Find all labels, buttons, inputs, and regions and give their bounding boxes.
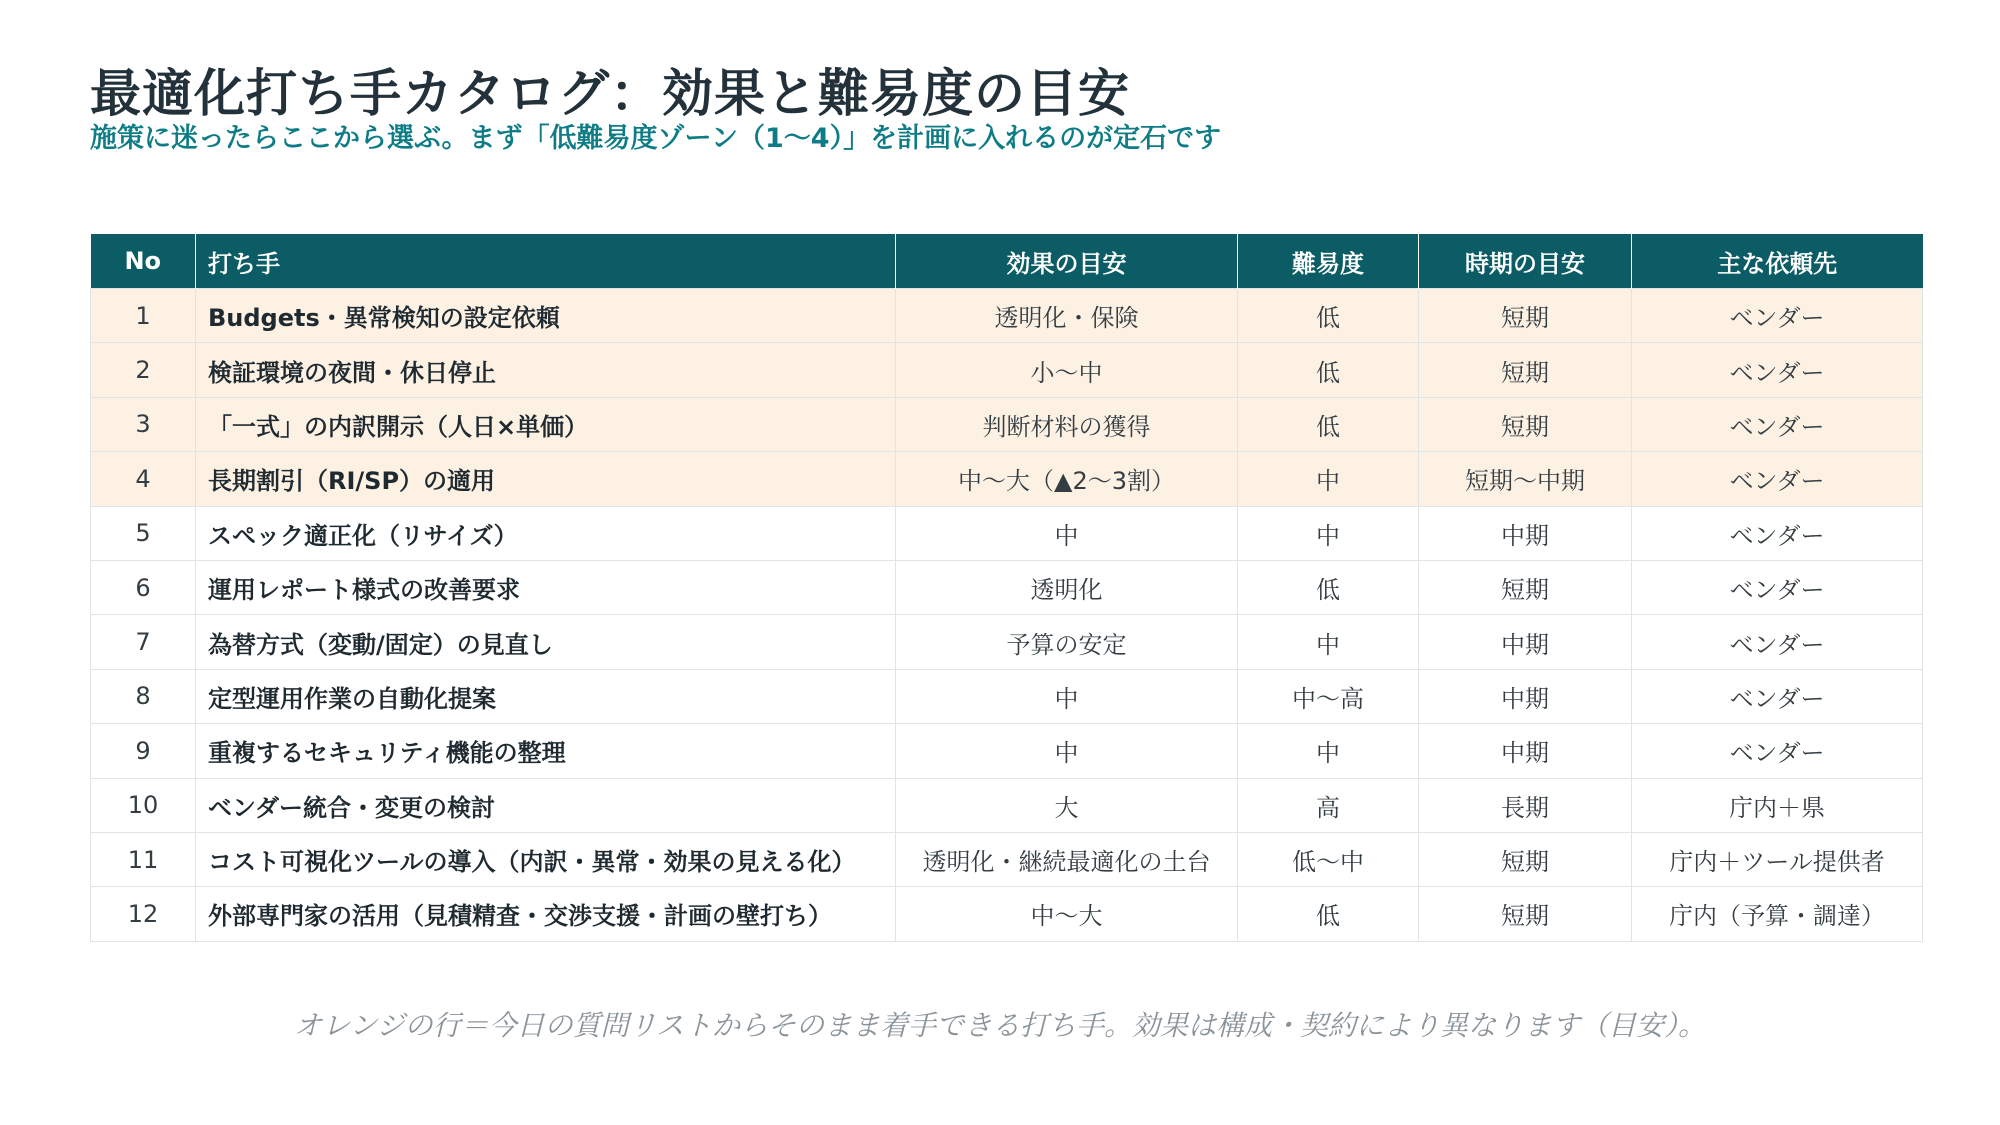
cell-period: 長期 [1419, 778, 1632, 832]
cell-vendor: ベンダー [1632, 343, 1923, 397]
cell-effect: 中 [896, 724, 1238, 778]
cell-period: 中期 [1419, 506, 1632, 560]
cell-vendor: ベンダー [1632, 560, 1923, 614]
cell-difficulty: 低 [1238, 397, 1419, 451]
cell-effect: 透明化 [896, 560, 1238, 614]
header-vendor: 主な依頼先 [1632, 234, 1923, 289]
cell-effect: 中〜大（▲2〜3割） [896, 452, 1238, 506]
cell-measure: 為替方式（変動/固定）の見直し [196, 615, 896, 669]
cell-vendor: 庁内＋ツール提供者 [1632, 832, 1923, 886]
cell-vendor: ベンダー [1632, 724, 1923, 778]
table-row [91, 289, 1923, 343]
cell-measure: Budgets・異常検知の設定依頼 [196, 289, 896, 343]
table-body [91, 289, 1923, 942]
cell-effect: 中 [896, 669, 1238, 723]
table-row [91, 452, 1923, 506]
cell-vendor: ベンダー [1632, 452, 1923, 506]
cell-period: 中期 [1419, 724, 1632, 778]
cell-period: 短期 [1419, 560, 1632, 614]
cell-vendor: ベンダー [1632, 506, 1923, 560]
table-row [91, 615, 1923, 669]
header-period: 時期の目安 [1419, 234, 1632, 289]
header-difficulty: 難易度 [1238, 234, 1419, 289]
header-effect: 効果の目安 [896, 234, 1238, 289]
table-row [91, 669, 1923, 723]
cell-measure: 定型運用作業の自動化提案 [196, 669, 896, 723]
cell-measure: 重複するセキュリティ機能の整理 [196, 724, 896, 778]
cell-no: 12 [91, 887, 196, 941]
cell-period: 短期 [1419, 289, 1632, 343]
cell-measure: 「一式」の内訳開示（人日×単価） [196, 397, 896, 451]
cell-period: 短期 [1419, 397, 1632, 451]
cell-difficulty: 中〜高 [1238, 669, 1419, 723]
cell-effect: 透明化・継続最適化の土台 [896, 832, 1238, 886]
cell-measure: 検証環境の夜間・休日停止 [196, 343, 896, 397]
cell-vendor: 庁内（予算・調達） [1632, 887, 1923, 941]
cell-no: 5 [91, 506, 196, 560]
cell-no: 11 [91, 832, 196, 886]
cell-difficulty: 低 [1238, 289, 1419, 343]
cell-effect: 透明化・保険 [896, 289, 1238, 343]
page-subtitle: 施策に迷ったらここから選ぶ。まず「低難易度ゾーン（1〜4）」を計画に入れるのが定石です [90, 123, 1222, 154]
cell-difficulty: 中 [1238, 615, 1419, 669]
cell-period: 短期 [1419, 832, 1632, 886]
cell-effect: 小〜中 [896, 343, 1238, 397]
cell-vendor: ベンダー [1632, 669, 1923, 723]
cell-vendor: ベンダー [1632, 397, 1923, 451]
cell-no: 3 [91, 397, 196, 451]
cell-no: 8 [91, 669, 196, 723]
table-row [91, 887, 1923, 941]
cell-difficulty: 中 [1238, 506, 1419, 560]
table-row [91, 397, 1923, 451]
cell-measure: 長期割引（RI/SP）の適用 [196, 452, 896, 506]
cell-vendor: ベンダー [1632, 289, 1923, 343]
table-row [91, 832, 1923, 886]
cell-no: 6 [91, 560, 196, 614]
table-row [91, 778, 1923, 832]
header-no: No [91, 234, 196, 289]
cell-measure: 外部専門家の活用（見積精査・交渉支援・計画の壁打ち） [196, 887, 896, 941]
cell-measure: スペック適正化（リサイズ） [196, 506, 896, 560]
cell-effect: 中 [896, 506, 1238, 560]
cell-difficulty: 低 [1238, 343, 1419, 397]
cell-measure: 運用レポート様式の改善要求 [196, 560, 896, 614]
cell-no: 1 [91, 289, 196, 343]
cell-measure: ベンダー統合・変更の検討 [196, 778, 896, 832]
cell-no: 7 [91, 615, 196, 669]
cell-period: 短期 [1419, 887, 1632, 941]
cell-no: 9 [91, 724, 196, 778]
cell-period: 短期〜中期 [1419, 452, 1632, 506]
cell-difficulty: 中 [1238, 724, 1419, 778]
table-row [91, 506, 1923, 560]
page-title: 最適化打ち手カタログ：効果と難易度の目安 [90, 65, 1131, 124]
cell-period: 中期 [1419, 669, 1632, 723]
cell-effect: 中〜大 [896, 887, 1238, 941]
cell-difficulty: 低〜中 [1238, 832, 1419, 886]
cell-effect: 大 [896, 778, 1238, 832]
cell-period: 短期 [1419, 343, 1632, 397]
cell-vendor: 庁内＋県 [1632, 778, 1923, 832]
cell-no: 2 [91, 343, 196, 397]
cell-difficulty: 低 [1238, 887, 1419, 941]
measures-table [90, 234, 1923, 942]
table-header-row [91, 234, 1923, 289]
header-measure: 打ち手 [196, 234, 896, 289]
cell-difficulty: 中 [1238, 452, 1419, 506]
cell-effect: 判断材料の獲得 [896, 397, 1238, 451]
table-row [91, 724, 1923, 778]
cell-vendor: ベンダー [1632, 615, 1923, 669]
cell-no: 10 [91, 778, 196, 832]
footnote: オレンジの行＝今日の質問リストからそのまま着手できる打ち手。効果は構成・契約により異なります（目安）。 [293, 1009, 1707, 1042]
cell-period: 中期 [1419, 615, 1632, 669]
table-row [91, 560, 1923, 614]
table-row [91, 343, 1923, 397]
cell-measure: コスト可視化ツールの導入（内訳・異常・効果の見える化） [196, 832, 896, 886]
cell-difficulty: 高 [1238, 778, 1419, 832]
cell-no: 4 [91, 452, 196, 506]
cell-difficulty: 低 [1238, 560, 1419, 614]
cell-effect: 予算の安定 [896, 615, 1238, 669]
